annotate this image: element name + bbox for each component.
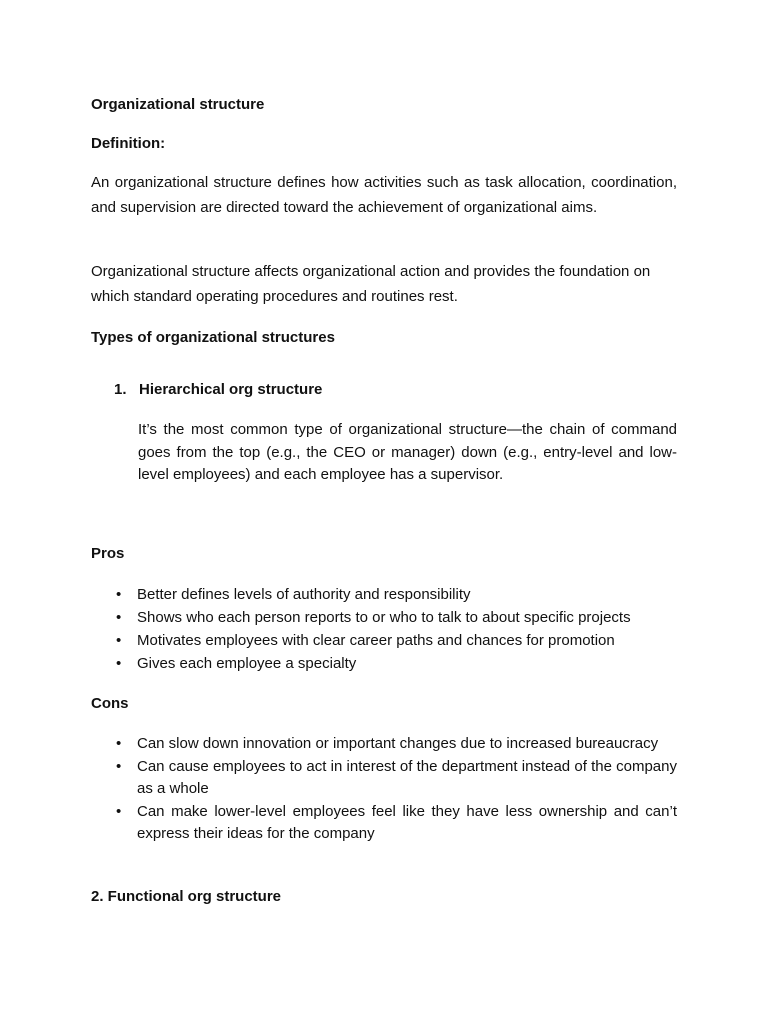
list-item: • Gives each employee a specialty [112, 653, 677, 676]
list-item: • Can cause employees to act in interest of the department instead of the company as a whole [116, 757, 677, 797]
document-title: Organizational structure [91, 96, 265, 113]
list-item: • Motivates employees with clear career paths and chances for promotion [112, 630, 677, 653]
item-number: 1. [114, 381, 127, 398]
bullet-icon: • [116, 757, 122, 775]
list-item: • Better defines levels of authority and responsibility [112, 584, 677, 607]
list-item: • Can make lower-level employees feel like they have less ownership and can’t express their ideas for the company [116, 802, 677, 842]
cons-heading: Cons [91, 695, 129, 712]
cons-list [112, 733, 677, 846]
numbered-item-1 [114, 381, 677, 398]
structure-paragraph: Organizational structure affects organizational action and provides the foundation on which standard operating procedures and routines rest. [91, 263, 651, 305]
item-title: Hierarchical org structure [139, 381, 323, 398]
hierarchical-description: It’s the most common type of organizational structure—the chain of command goes from the top (e.g., the CEO or manager) down (e.g., entry-level and low-level employees) and each employee has a supervisor. [138, 421, 677, 483]
pros-heading: Pros [91, 545, 125, 562]
definition-heading: Definition: [91, 135, 166, 152]
definition-paragraph: An organizational structure defines how activities such as task allocation, coordination, and supervision are directed toward the achievement of organizational aims. [91, 174, 677, 216]
bullet-icon: • [116, 802, 122, 820]
bullet-icon: • [116, 586, 122, 603]
bullet-icon: • [116, 735, 122, 752]
pros-list [112, 584, 677, 676]
bullet-icon: • [116, 655, 122, 672]
list-item: • Shows who each person reports to or who to talk to about specific projects [112, 607, 677, 630]
types-heading: Types of organizational structures [91, 329, 335, 346]
list-item: • Can slow down innovation or important changes due to increased bureaucracy [112, 733, 677, 756]
functional-heading: 2. Functional org structure [91, 888, 282, 905]
bullet-icon: • [116, 632, 122, 649]
bullet-icon: • [116, 609, 122, 626]
